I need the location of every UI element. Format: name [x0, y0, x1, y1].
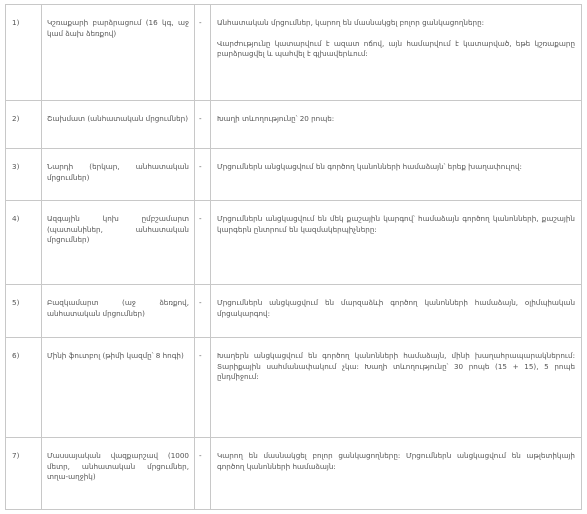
description-paragraph: Խաղի տևողությունը՝ 20 րոպե:: [217, 114, 335, 123]
separator-dash: -: [195, 285, 211, 338]
event-description: [211, 101, 582, 149]
description-paragraph: Մրցումներն անցկացվում են գործող կանոնների համաձայն՝ երեք խաղափուլով:: [217, 162, 522, 171]
separator-dash: -: [195, 101, 211, 149]
description-paragraph: Մրցումներն անցկացվում են մեկ քաշային կարգով՝ համաձայն գործող կանոնների, քաշային կարգերն ընտրում են կազմակերպիչները:: [217, 214, 575, 234]
event-name: Մինի ֆուտբոլ (թիմի կազմը՝ 8 հոգի): [42, 338, 195, 438]
event-description: [211, 338, 582, 438]
table-row: [6, 149, 582, 201]
event-description: [211, 149, 582, 201]
separator-dash: -: [195, 438, 211, 510]
row-number: 3): [6, 149, 42, 201]
row-number: 7): [6, 438, 42, 510]
event-description: [211, 285, 582, 338]
separator-dash: -: [195, 201, 211, 285]
event-name: Մասսայական վազքարշավ (1000 մետր, անհատական մրցումներ, տղա-աղջիկ): [42, 438, 195, 510]
table-row: [6, 285, 582, 338]
description-paragraph: Վարժությունը կատարվում է ազատ ոճով, այն համարվում է կատարված, եթե կշռաքարը բարձրացվել և պահվել է գլխավերևում:: [217, 38, 575, 58]
event-name: Կշռաքարի բարձրացում (16 կգ, աջ կամ ձախ ձեռքով): [42, 5, 195, 101]
separator-dash: -: [195, 149, 211, 201]
event-name: Շախմատ (անհատական մրցումներ): [42, 101, 195, 149]
description-paragraph: Մրցումներն անցկացվում են մարզաձևի գործող կանոնների համաձայն, օլիմպիական մրցակարգով:: [217, 298, 575, 318]
events-table: [5, 4, 582, 510]
table-row: [6, 101, 582, 149]
description-paragraph: Կարող են մասնակցել բոլոր ցանկացողները: Մրցումներն անցկացվում են աթլետիկայի գործող կանոնների համաձայն:: [217, 451, 575, 471]
description-paragraph: Անհատական մրցումներ, կարող են մասնակցել բոլոր ցանկացողները:: [217, 18, 485, 27]
row-number: 1): [6, 5, 42, 101]
description-paragraph: Խաղերն անցկացվում են գործող կանոնների համաձայն, մինի խաղահրապարակներում: Տարիքային սահմանափակում չկա: Խաղի տևողությունը՝ 30 րոպե (15 + 15), 5 րոպե ընդմիջում:: [217, 351, 575, 381]
separator-dash: -: [195, 5, 211, 101]
table-row: [6, 5, 582, 101]
table-row: [6, 338, 582, 438]
event-description: [211, 5, 582, 101]
row-number: 5): [6, 285, 42, 338]
separator-dash: -: [195, 338, 211, 438]
row-number: 2): [6, 101, 42, 149]
event-description: [211, 201, 582, 285]
event-name: Բազկամարտ (աջ ձեռքով, անհատական մրցումներ): [42, 285, 195, 338]
row-number: 4): [6, 201, 42, 285]
event-description: [211, 438, 582, 510]
table-row: [6, 438, 582, 510]
event-name: Նարդի (երկար, անհատական մրցումներ): [42, 149, 195, 201]
row-number: 6): [6, 338, 42, 438]
events-table-body: [6, 5, 582, 510]
table-row: [6, 201, 582, 285]
event-name: Ազգային կոխ ըմբշամարտ (պատանիներ, անհատական մրցումներ): [42, 201, 195, 285]
